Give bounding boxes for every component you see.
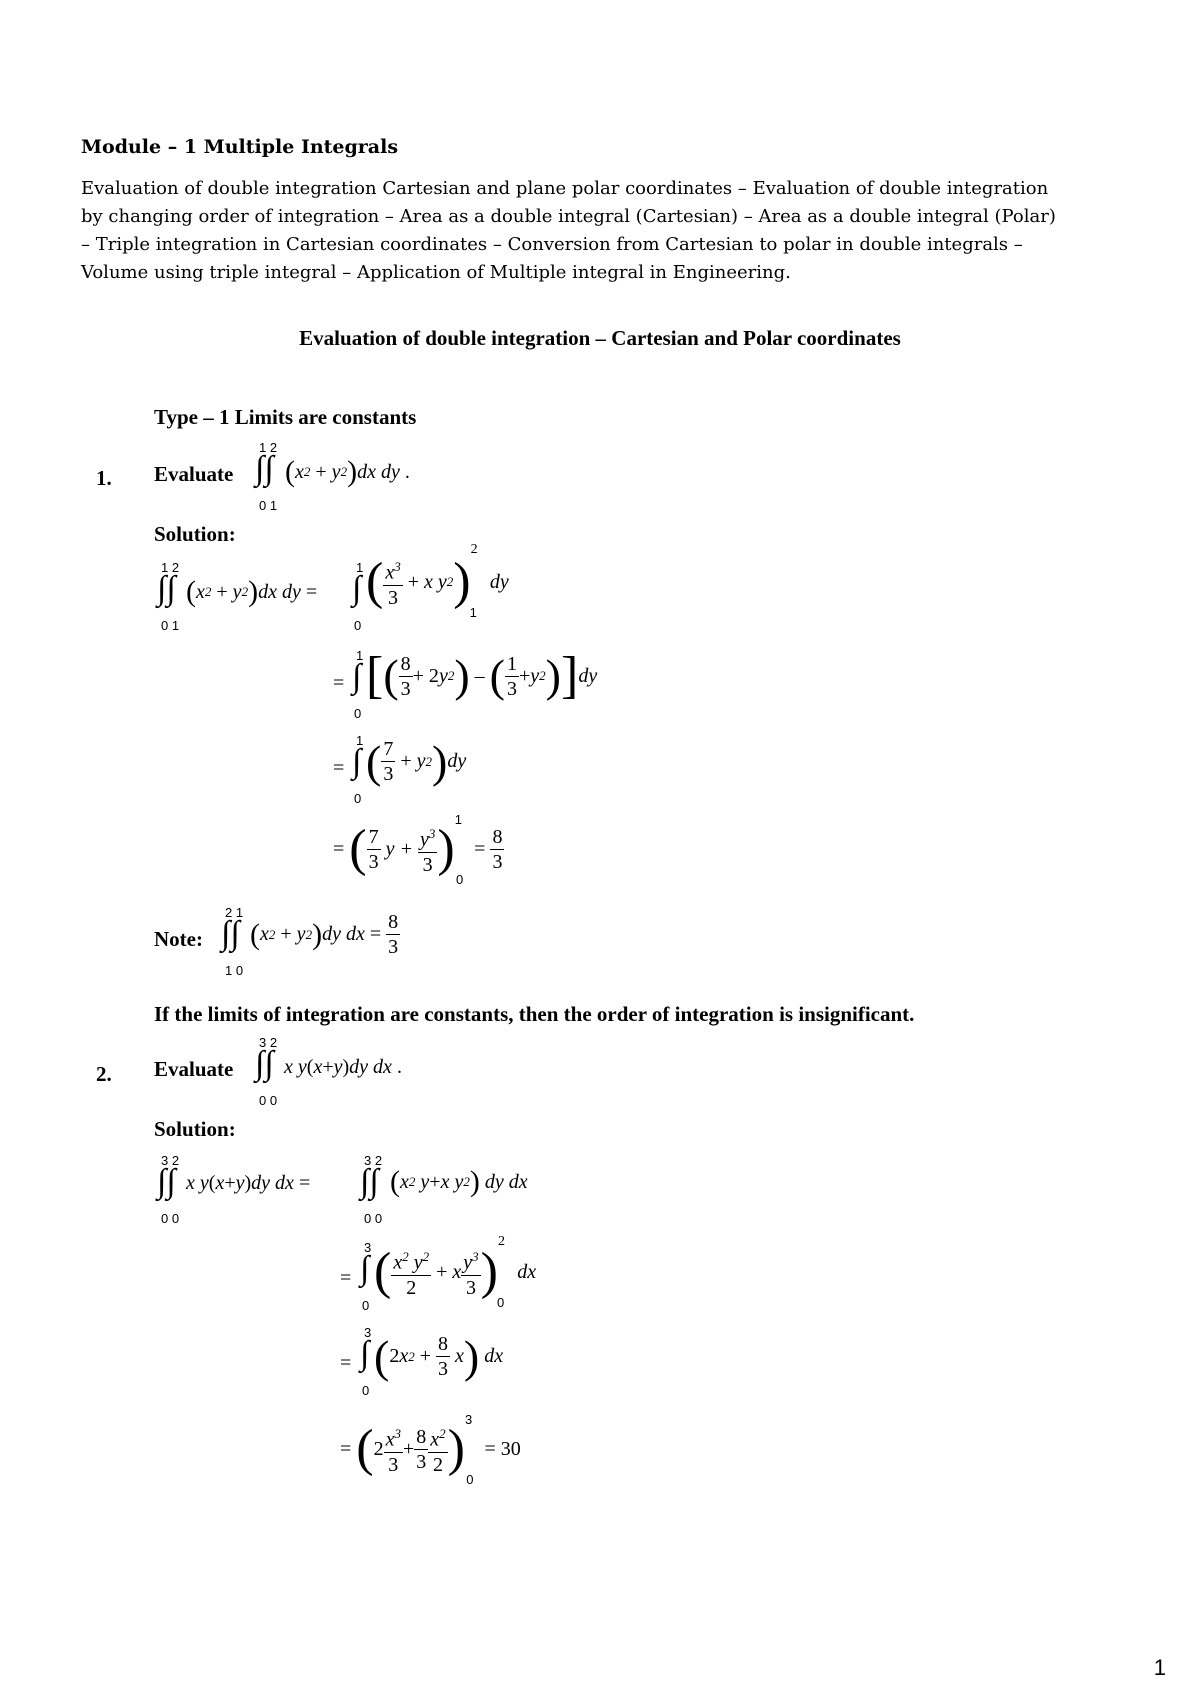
math-line: = ( $\frac{7}{3}$ y + $\frac{y^3}{3}$ ) 1 0 = $\frac{8}{3}$ <box>333 811 503 887</box>
math-line: ( $\frac{x^3}{3}$ + x y 2 ) 2 1 dy <box>366 542 509 620</box>
syllabus-line: – Triple integration in Cartesian coordinates – Conversion from Cartesian to polar in double integrals – <box>81 234 1023 255</box>
math-line: x y ( x + y ) dy dx = <box>186 1172 311 1194</box>
equals-sign: = <box>333 757 345 779</box>
equals-sign: = <box>340 1352 352 1374</box>
equals-sign: = <box>333 672 345 694</box>
math-line: ( x 2 + y 2 ) dx dy = <box>186 575 318 608</box>
syllabus-line: by changing order of integration – Area as a double integral (Cartesian) – Area as a double integral (Polar) <box>81 206 1056 227</box>
equals-sign: = <box>340 1267 352 1289</box>
math-line: [ ( $\frac{8}{3}$ + 2 y 2 ) – ( $\frac{1}{3}$ + y 2 ) ] dy <box>366 647 598 704</box>
syllabus-line: Evaluation of double integration Cartesian and plane polar coordinates – Evaluation of double integration <box>81 178 1049 199</box>
remark-text: If the limits of integration are constants, then the order of integration is insignificant. <box>154 1002 915 1026</box>
evaluate-label: Evaluate <box>154 462 234 486</box>
math-line: ( 2 x 2 + $\frac{8}{3}$ x ) dx <box>374 1330 504 1382</box>
math-line: ( x 2 y + x y 2 ) dy dx <box>390 1165 528 1198</box>
note-label: Note: <box>154 927 203 951</box>
solution-label: Solution: <box>154 1117 236 1141</box>
module-title: Module – 1 Multiple Integrals <box>81 136 399 158</box>
page-number: 1 <box>1153 1655 1166 1680</box>
evaluate-label: Evaluate <box>154 1057 234 1081</box>
math-line: ( x 2 + y 2 ) dy dx = $\frac{8}{3}$ <box>250 911 399 958</box>
syllabus-text <box>81 175 1141 287</box>
problem-number: 2. <box>96 1062 112 1086</box>
syllabus-line: Volume using triple integral – Application of Multiple integral in Engineering. <box>81 262 791 283</box>
solution-label: Solution: <box>154 522 236 546</box>
section-title: Evaluation of double integration – Cartesian and Polar coordinates <box>299 326 901 350</box>
type-heading: Type – 1 Limits are constants <box>154 405 417 429</box>
problem-number: 1. <box>96 466 112 490</box>
math-line: ( $\frac{7}{3}$ + y 2 ) dy <box>366 735 467 787</box>
integrand-expression: ( x 2 + y 2 ) dx dy . <box>285 455 410 488</box>
integrand-expression: x y ( x + y ) dy dx . <box>284 1056 402 1078</box>
math-line: = ( 2 $\frac{x^3}{3}$ + $\frac{8}{3}$ $\frac{x^2}{2}$ ) 3 0 = 30 <box>340 1411 521 1487</box>
math-line: ( $\frac{x^2 y^2}{2}$ + x $\frac{y^3}{3}$ ) 2 0 dx <box>374 1234 537 1310</box>
